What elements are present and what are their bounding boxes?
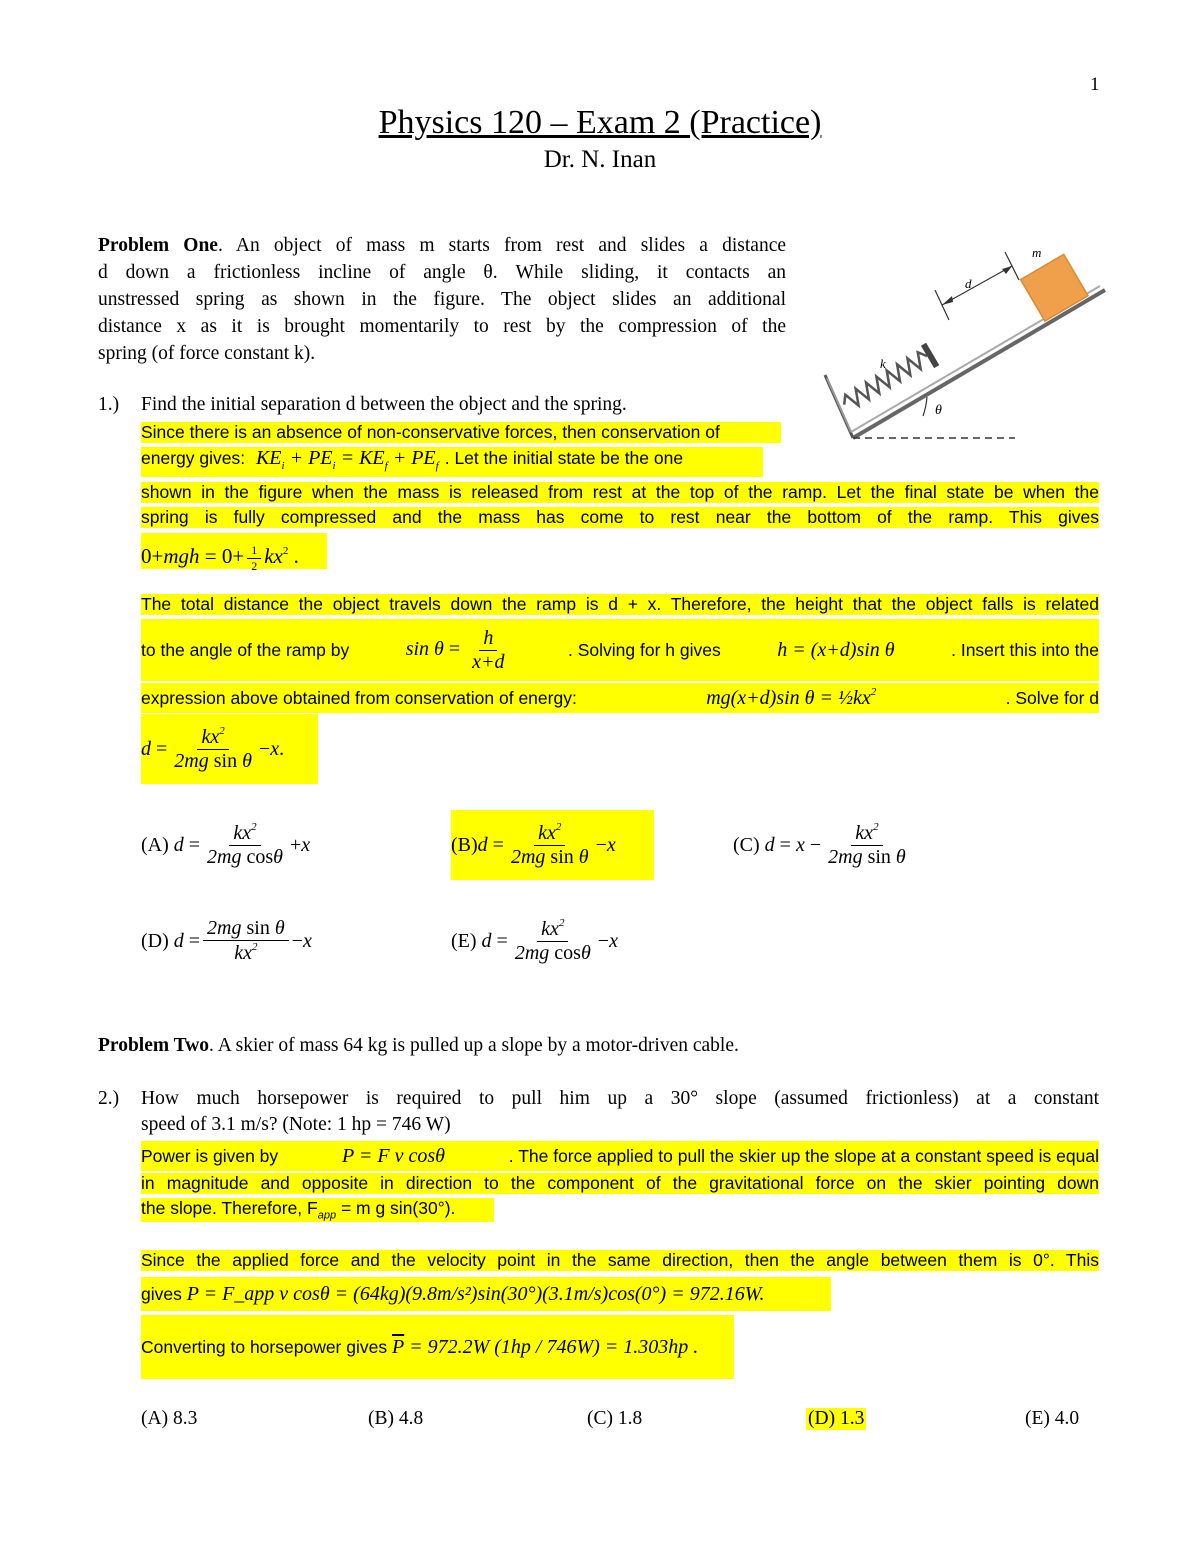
solution-1-line-4: spring is fully compressed and the mass has come to rest near the bottom of the ramp. This gives [141,507,1099,527]
solution-2-line-4: Since the applied force and the velocity point in the same direction, then the angle between them is 0°. This [141,1250,1099,1270]
solution-1-line-1: Since there is an absence of non-conservative forces, then conservation of [141,422,781,443]
choice-e: (E) d = $\frac{kx^2}{\text{2mg cosθ}}$ − x [451,917,618,964]
figure-label-m: m [1032,245,1042,260]
solution-1-p2-line-1: The total distance the object travels down the ramp is d + x. Therefore, the height that the object falls is related [141,594,1099,614]
solution-1-line-3: shown in the figure when the mass is released from rest at the top of the ramp. Let the final state be when the [141,482,1099,502]
problem-one-line-3: unstressed spring as shown in the figure. The object slides an additional [98,289,786,310]
page-title: Physics 120 – Exam 2 (Practice) [378,104,822,141]
choice-c: (C) d = x − $\frac{kx^2}{\text{2mg sin θ}}$ [733,821,906,868]
choice-b: (B) d = $\frac{kx^2}{\text{2mg sin θ}}$ − x [451,810,654,880]
solution-2-line-6: Converting to horsepower gives $\overline{P}$ = 972.2W (1hp / 746W) = 1.303hp . [141,1315,734,1379]
answer-b: (B) 4.8 [368,1408,424,1429]
problem-one-line-1: . An object of mass m starts from rest and slides a distance [217,235,787,256]
choice-a: (A) d = $\frac{kx^2}{\text{2mg cosθ}}$ + x [141,821,311,868]
solution-1-p2-line-3: expression above obtained from conservation of energy: mg(x+d)sin $\theta = \frac{1}{2}kx^2$ . Solve for d [141,683,1099,713]
problem-one-heading: Problem One [98,235,218,256]
problem-two-intro: . A skier of mass 64 kg is pulled up a slope by a motor-driven cable. [209,1035,739,1056]
answer-c: (C) 1.8 [587,1408,643,1429]
incline-figure [815,240,1115,455]
figure-label-theta: θ [935,403,942,418]
answer-d: (D) 1.3 [808,1408,865,1429]
solution-1-line-2: energy gives: $KE_i + PE_i = KE_f + PE_f$ . Let the initial state be the one [141,447,763,477]
solution-2-line-3: the slope. Therefore, $F_{app} = m$ g sin(30°). [141,1198,494,1222]
author: Dr. N. Inan [543,146,657,173]
solution-1-line-5: 0+mgh = 0+ $\frac{1}{2}$ $kx^2$ . [141,533,327,569]
problem-one-line-2: d down a frictionless incline of angle θ. While sliding, it contacts an [98,262,786,283]
question-2-line-2: speed of 3.1 m/s? (Note: 1 hp = 746 W) [141,1114,451,1135]
problem-two-heading: Problem Two [98,1035,210,1056]
solution-1-p2-line-2: to the angle of the ramp by sin θ = $\frac{h}{x+d}$ . Solving for h gives h = (x+d)sin θ . Insert this into the [141,619,1099,681]
page-number: 1 [1090,74,1100,95]
problem-two-text [98,1035,739,1057]
solution-2-line-2: in magnitude and opposite in direction to the component of the gravitational force on the skier pointing down [141,1173,1099,1193]
figure-label-k: k [880,356,886,371]
question-2-line-1: How much horsepower is required to pull him up a 30° slope (assumed frictionless) at a constant [141,1088,1099,1109]
question-1-number: 1.) [98,394,120,415]
question-1-text: Find the initial separation d between the object and the spring. [141,394,627,415]
choice-d: (D) d = $\frac{\text{2mg sin θ}}{kx^2}$ − x [141,917,312,964]
figure-label-d: d [965,276,972,291]
problem-one-line-4: distance x as it is brought momentarily to rest by the compression of the [98,316,786,337]
solution-2-line-5: gives P = F_app v cosθ = (64kg)(9.8m/s²)sin(30°)(3.1m/s)cos(0°) = 972.16W. [141,1277,831,1311]
problem-one-text [98,232,786,367]
question-2-number: 2.) [98,1088,120,1109]
problem-one-line-5: spring (of force constant k). [98,343,316,364]
solution-1-result: d = $\frac{kx^2}{\text{2mg sin θ}}$ − x . [141,714,318,784]
solution-2-line-1: Power is given by P = F v cosθ . The force applied to pull the skier up the slope at a constant speed is equal [141,1141,1099,1171]
answer-a: (A) 8.3 [141,1408,198,1429]
answer-e: (E) 4.0 [1025,1408,1080,1429]
